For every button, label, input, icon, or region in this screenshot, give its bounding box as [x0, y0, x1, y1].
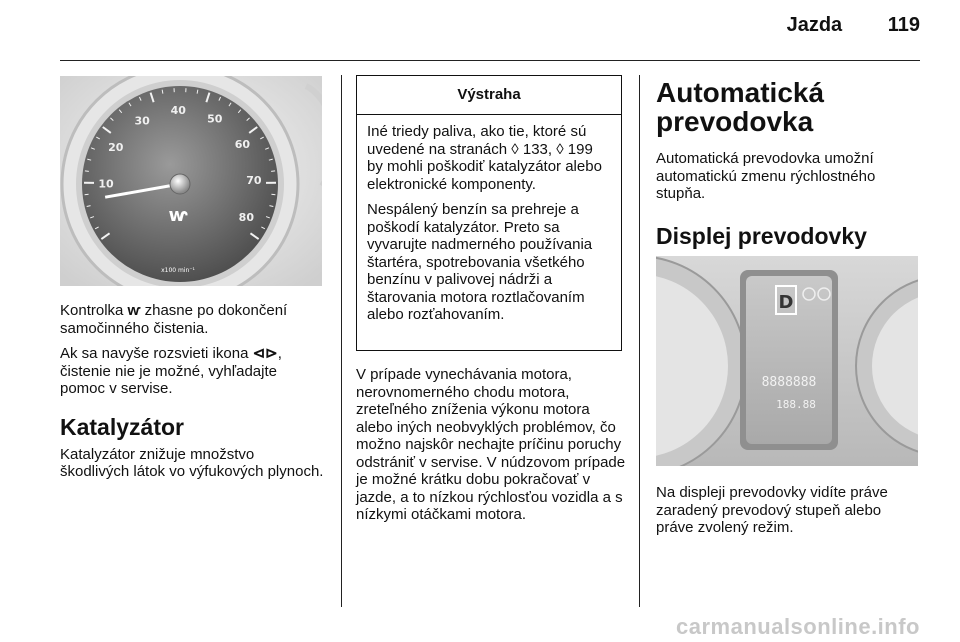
display-segment-row-2: 188.88 — [776, 398, 816, 411]
service-icon: ⊲⊳ — [252, 345, 278, 362]
paragraph-engine-problems: V prípade vynechávania motora, nerovnomerného chodu motora, zreteľného zníženia výkonu motora alebo iných neobvyklých problémov, čo možno najskôr nechajte príčinu poruchy odstrániť v servise. V núdzovom prípade je možné krátku dobu pokračovať v jazde, a to nízkou rýchlosťou vozidla a s nízkymi otáčkami motora. — [356, 366, 626, 523]
section-title: Jazda — [786, 14, 843, 36]
paragraph-glow-indicator — [60, 302, 325, 337]
text-span: Kontrolka — [60, 302, 128, 319]
paragraph-service-hint — [60, 345, 325, 398]
page-number: 119 — [887, 14, 920, 36]
warning-box — [356, 75, 622, 351]
heading-catalyst: Katalyzátor — [60, 413, 184, 440]
paragraph-transmission: Automatická prevodovka umožní automatickú zmenu rýchlostného stupňa. — [656, 150, 876, 202]
gauge-tick-label: 30 — [134, 114, 150, 128]
warning-paragraph-2: Nespálený benzín sa prehreje a poškodí katalyzátor. Preto sa vyvarujte nadmerného používania štartéra, spotrebovania všetkého benzínu v palivovej nádrži a štarovania motora roztlačovaním alebo rozťahovaním. — [367, 201, 593, 323]
gauge-tick-label: 60 — [234, 138, 251, 152]
gauge-tick-label: 40 — [170, 104, 186, 118]
right-column — [656, 78, 918, 255]
warning-title: Výstraha — [357, 76, 621, 115]
heading-transmission-display: Displej prevodovky — [656, 222, 867, 249]
right-column-bottom — [656, 484, 918, 545]
glow-plug-icon: ⱳ — [127, 302, 141, 319]
text-span: , čistenie nie je možné, vyhľadajte pomoc v servise. — [60, 345, 282, 397]
gauge-tick — [271, 171, 275, 172]
paragraph-catalyst: Katalyzátor znižuje množstvo škodlivých látok vo výfukových plynoch. — [60, 445, 324, 480]
rpm-gauge-image — [60, 76, 322, 286]
gauge-hub — [170, 174, 190, 194]
gauge-tick — [85, 171, 89, 172]
footer-watermark: carmanualsonline.info — [676, 614, 920, 639]
left-column — [60, 302, 325, 489]
middle-column — [356, 366, 628, 532]
column-divider-1 — [341, 75, 342, 607]
gauge-tick-label: 80 — [238, 210, 254, 224]
transmission-display-photo — [656, 256, 918, 466]
rpm-gauge-photo — [60, 76, 322, 286]
gauge-tick-label: 70 — [246, 173, 262, 187]
display-segment-row-1: 8888888 — [761, 375, 817, 390]
text-span: zhasne po dokončení samočinného čistenia. — [60, 302, 288, 337]
gauge-tick-label: 10 — [98, 177, 114, 191]
glow-plug-icon: ⱳ — [168, 205, 188, 226]
warning-body — [357, 115, 621, 340]
heading-automatic-transmission: Automatická prevodovka — [656, 77, 825, 137]
header-rule — [60, 60, 920, 61]
gauge-unit-label: x100 min⁻¹ — [161, 267, 195, 274]
gauge-tick-label: 20 — [108, 141, 124, 155]
page-header — [787, 14, 920, 37]
gauge-tick-label: 50 — [207, 112, 223, 126]
transmission-display-image — [656, 256, 918, 466]
warning-paragraph-1: Iné triedy paliva, ako tie, ktoré sú uvedené na stranách ◊ 133, ◊ 199 by mohli poškodiť katalyzátor alebo elektronické komponenty. — [367, 123, 602, 193]
text-span: Ak sa navyše rozsvieti ikona — [60, 345, 253, 362]
gear-letter: D — [778, 292, 794, 313]
paragraph-display: Na displeji prevodovky vidíte práve zaradený prevodový stupeň alebo práve zvolený režim. — [656, 484, 888, 536]
column-divider-2 — [639, 75, 640, 607]
